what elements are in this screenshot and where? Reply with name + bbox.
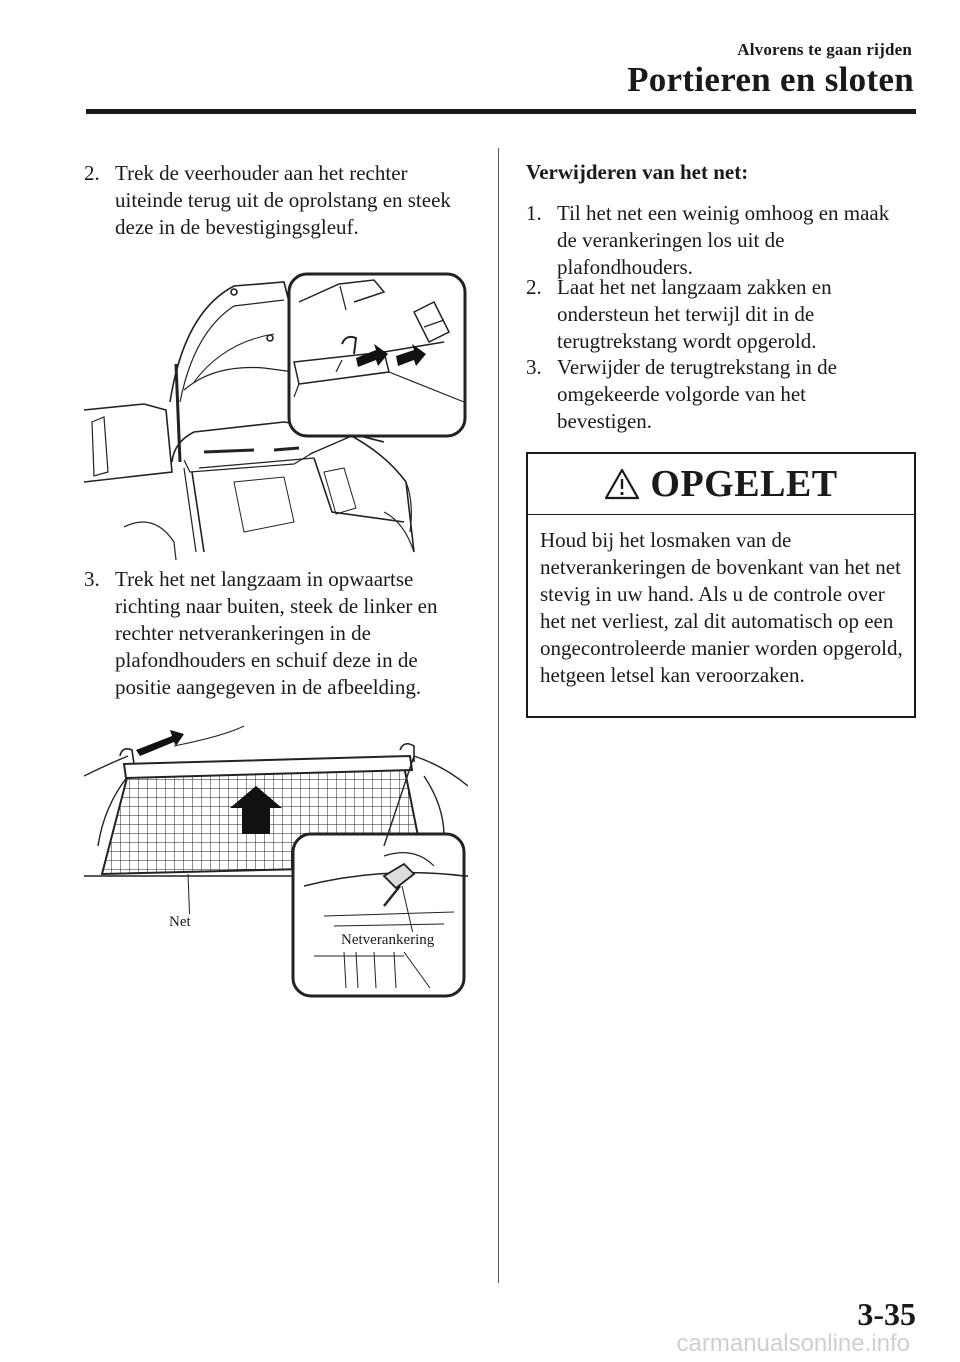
cargo-area-figure bbox=[84, 272, 468, 560]
warning-triangle-icon bbox=[604, 468, 640, 500]
watermark: carmanualsonline.info bbox=[676, 1330, 910, 1357]
step-text: Trek de veerhouder aan het rechter uiteinde terug uit de oprolstang en steek deze in de bevestigingsgleuf. bbox=[115, 161, 451, 239]
step-number: 2. bbox=[526, 275, 542, 299]
step-text: Laat het net langzaam zakken en ondersteun het terwijl dit in de terugtrekstang wordt opgerold. bbox=[557, 275, 832, 353]
caution-header bbox=[528, 454, 914, 515]
cargo-net-figure bbox=[84, 716, 468, 1000]
step-2-right bbox=[526, 274, 896, 355]
anchor-inset bbox=[293, 834, 464, 996]
inset-detail bbox=[289, 274, 465, 436]
section-heading: Verwijderen van het net: bbox=[526, 160, 749, 184]
caution-title: OPGELET bbox=[650, 463, 838, 505]
page-title: Portieren en sloten bbox=[627, 60, 914, 99]
step-3-left bbox=[84, 566, 454, 701]
step-1-right bbox=[526, 200, 896, 281]
caution-text: Houd bij het losmaken van de netverankeringen de bovenkant van het net stevig in uw hand. Als u de controle over het net verliest, zal dit automatisch op een ongecontroleerde manier worden opgerold, hetgeen letsel kan veroorzaken. bbox=[540, 528, 903, 687]
step-text: Til het net een weinig omhoog en maak de verankeringen los uit de plafondhouders. bbox=[557, 201, 890, 279]
direction-arrow bbox=[136, 730, 184, 756]
step-number: 3. bbox=[84, 567, 100, 591]
header-rule bbox=[86, 109, 916, 114]
step-2-left bbox=[84, 160, 454, 241]
step-3-right bbox=[526, 354, 896, 435]
step-number: 3. bbox=[526, 355, 542, 379]
caution-box bbox=[526, 452, 916, 718]
step-text: Trek het net langzaam in opwaartse richting naar buiten, steek de linker en rechter netverankeringen in de plafondhouders en schuif deze in de positie aangegeven in de afbeelding. bbox=[115, 567, 438, 699]
net-anchor-label: Netverankering bbox=[341, 932, 435, 948]
net-label: Net bbox=[169, 914, 191, 930]
step-number: 1. bbox=[526, 201, 542, 225]
section-header: Alvorens te gaan rijden bbox=[737, 40, 912, 59]
step-number: 2. bbox=[84, 161, 100, 185]
page-number: 3-35 bbox=[857, 1296, 916, 1332]
column-divider bbox=[498, 148, 499, 1283]
step-text: Verwijder de terugtrekstang in de omgekeerde volgorde van het bevestigen. bbox=[557, 355, 837, 433]
